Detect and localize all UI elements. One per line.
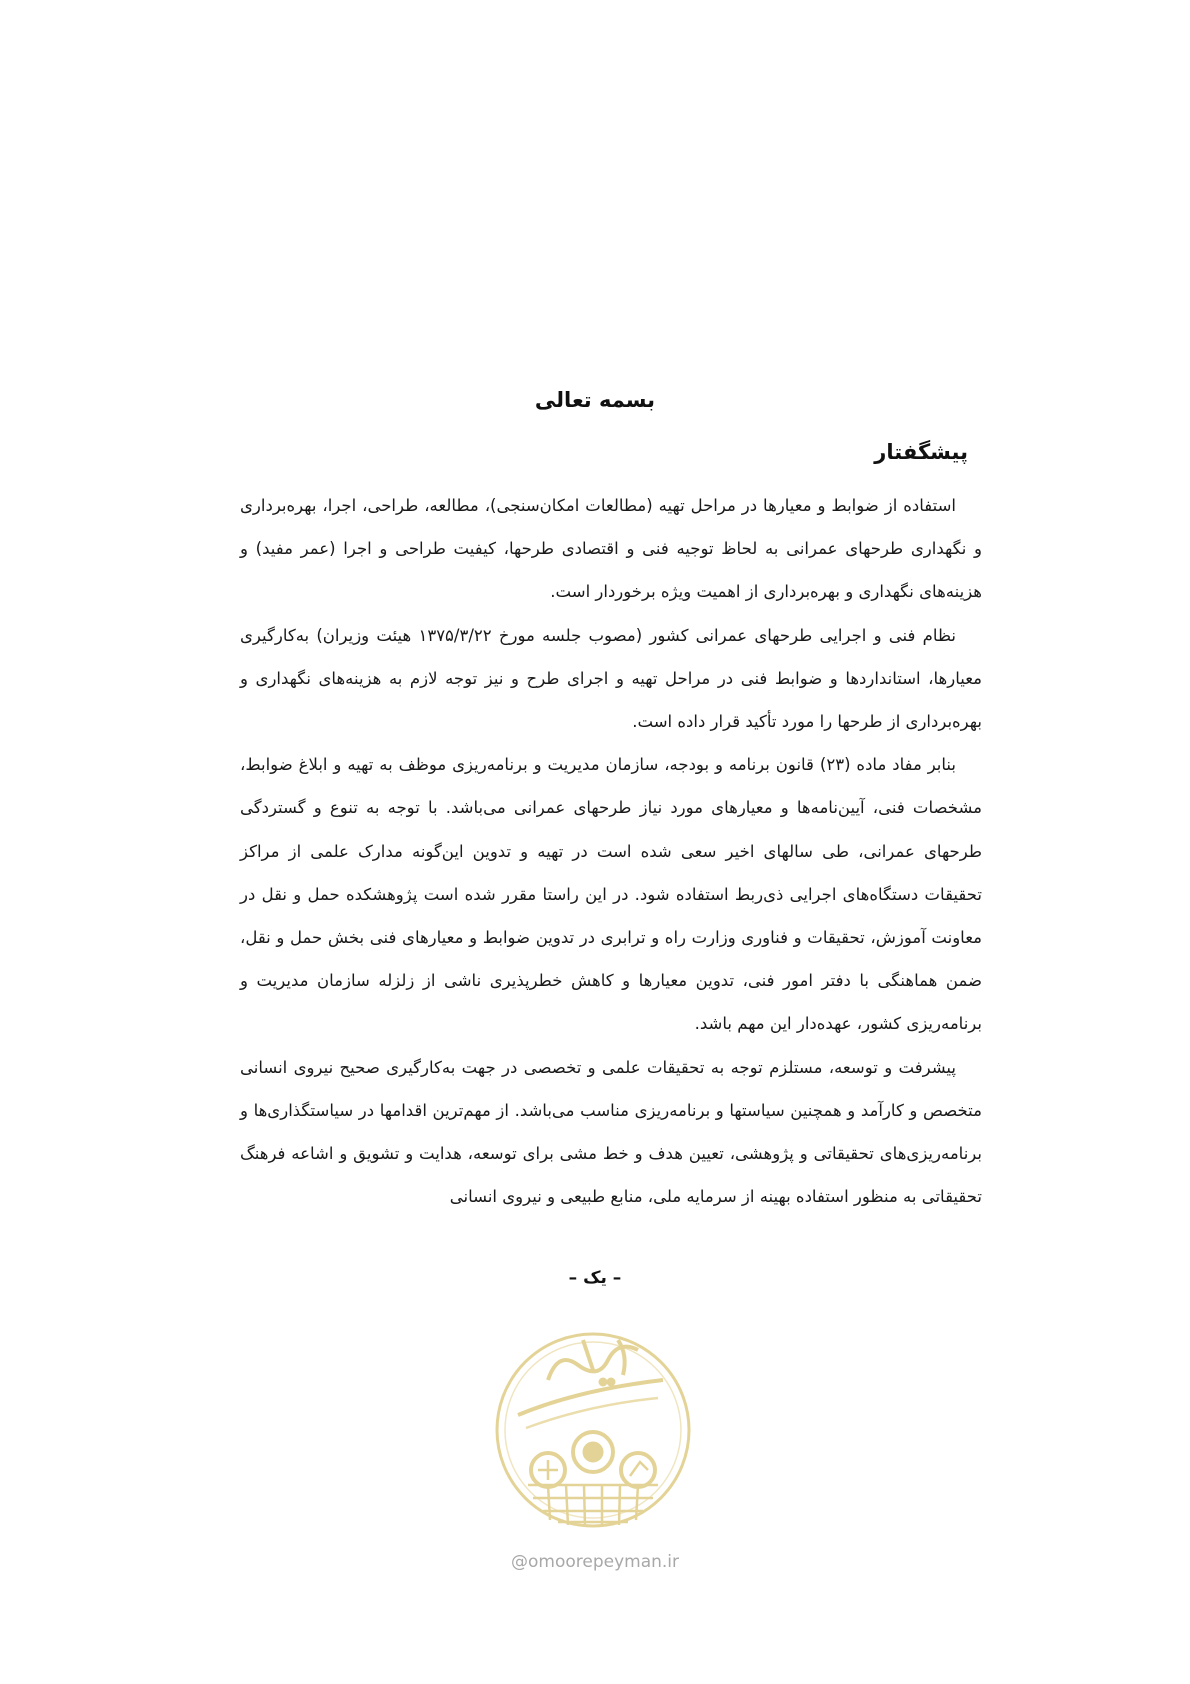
body-text (240, 484, 982, 1218)
section-title: پیشگفتار (874, 440, 968, 464)
excavator-icon (621, 1453, 655, 1487)
paragraph-2: نظام فنی و اجرایی طرحهای عمرانی کشور (مصوب جلسه مورخ ۱۳۷۵/۳/۲۲ هیئت وزیران) به‌کارگیری معیارها، استانداردها و ضوابط فنی در مراحل تهیه و اجرای طرح و نیز توجه لازم به هزینه‌های نگهداری و بهره‌برداری از طرحها را مورد تأکید قرار داده است. (240, 625, 982, 732)
paragraph-4: پیشرفت و توسعه، مستلزم توجه به تحقیقات علمی و تخصصی در جهت به‌کارگیری صحیح نیروی انسانی متخصص و کارآمد و همچنین سیاستها و برنامه‌ریزی مناسب می‌باشد. از مهم‌ترین اقدامها در سیاستگذاری‌ها و برنامه‌ریزی‌های تحقیقاتی و پژوهشی، تعیین هدف و خط مشی برای توسعه، هدایت و تشویق و اشاعه فرهنگ تحقیقاتی به منظور استفاده بهینه از سرمایه ملی، منابع طبیعی و نیروی انسانی (240, 1057, 982, 1207)
page-number: – یک – (568, 1268, 622, 1288)
watermark-logo (488, 1320, 698, 1560)
paragraph-3: بنابر مفاد ماده (۲۳) قانون برنامه و بودجه، سازمان مدیریت و برنامه‌ریزی موظف به تهیه و ابلاغ ضوابط، مشخصات فنی، آیین‌نامه‌ها و معیارهای مورد نیاز طرحهای عمرانی می‌باشد. با توجه به تنوع و گستردگی طرحهای عمرانی، طی سالهای اخیر سعی شده است در تهیه و تدوین این‌گونه مدارک علمی از مراکز تحقیقات دستگاه‌های اجرایی ذی‌ربط استفاده شود. در این راستا مقرر شده است پژوهشکده حمل و نقل در معاونت آموزش، تحقیقات و فناوری وزارت راه و ترابری در تدوین ضوابط و معیارهای فنی بخش حمل و نقل، ضمن هماهنگی با دفتر امور فنی، تدوین معیارها و کاهش خطرپذیری ناشی از زلزله سازمان مدیریت و برنامه‌ریزی کشور، عهده‌دار این مهم باشد. (240, 755, 982, 1034)
page-heading: بسمه تعالی (534, 388, 656, 412)
paragraph-1: استفاده از ضوابط و معیارها در مراحل تهیه (مطالعات امکان‌سنجی)، مطالعه، طراحی، اجرا، بهره‌برداری و نگهداری طرحهای عمرانی به لحاظ توجیه فنی و اقتصادی طرحها، کیفیت طراحی و اجرا (عمر مفید) و هزینه‌های نگهداری و بهره‌برداری از اهمیت ویژه برخوردار است. (240, 496, 982, 602)
watermark-url: @omoorepeyman.ir (510, 1552, 680, 1572)
